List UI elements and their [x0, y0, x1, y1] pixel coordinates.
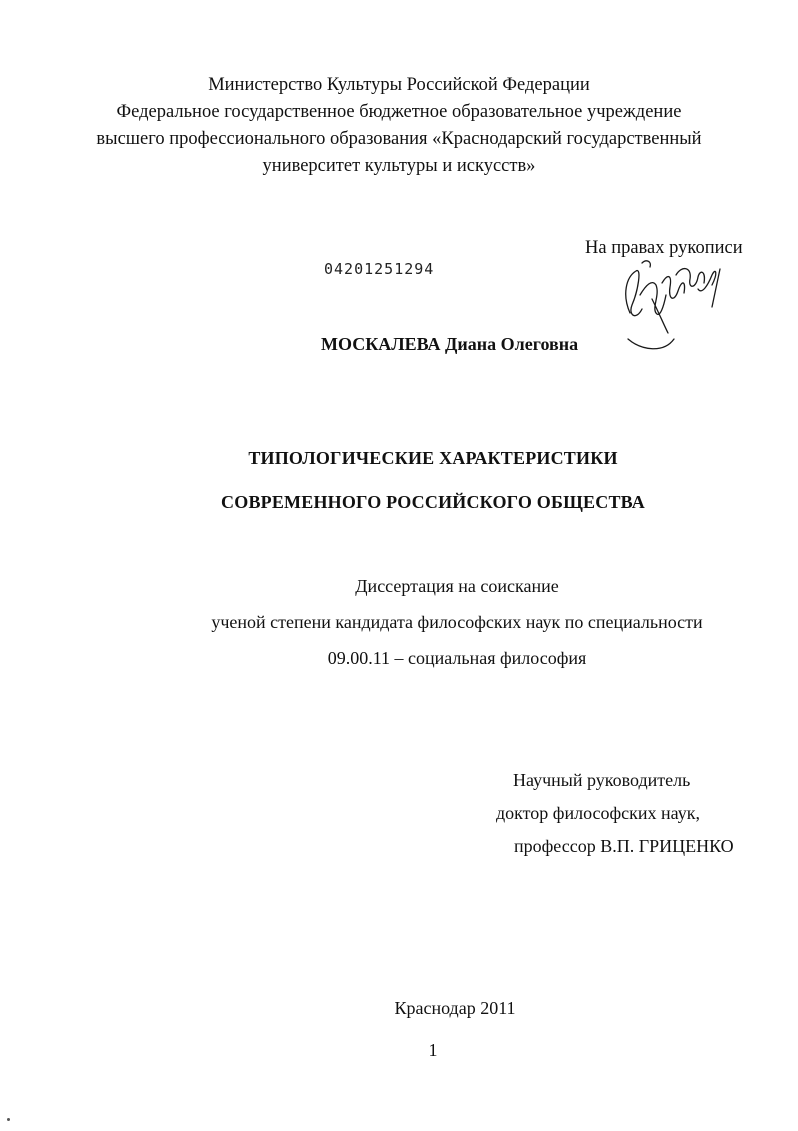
dissertation-line-2: ученой степени кандидата философских наук по специальности	[211, 612, 703, 632]
scan-speck	[7, 1118, 10, 1121]
manuscript-rights-note: На правах рукописи	[585, 238, 743, 258]
title-line-2: СОВРЕМЕННОГО РОССИЙСКОГО ОБЩЕСТВА	[221, 492, 645, 512]
page-number: 1	[428, 1040, 438, 1060]
institution-name-line-1: высшего профессионального образования «Краснодарский государственный	[96, 129, 702, 149]
institution-header	[0, 72, 798, 180]
supervisor-label: Научный руководитель	[513, 770, 691, 790]
city-year: Краснодар 2011	[394, 998, 516, 1018]
dissertation-line-3: 09.00.11 – социальная философия	[327, 648, 587, 668]
dissertation-description	[58, 568, 798, 676]
dissertation-line-1: Диссертация на соискание	[355, 576, 559, 596]
dissertation-title	[34, 436, 798, 524]
ministry-line: Министерство Культуры Российской Федерации	[208, 75, 590, 95]
registration-number: 04201251294	[324, 260, 435, 278]
supervisor-name: профессор В.П. ГРИЦЕНКО	[514, 836, 734, 856]
signature-icon	[612, 255, 732, 360]
institution-type-line: Федеральное государственное бюджетное образовательное учреждение	[116, 102, 682, 122]
supervisor-degree: доктор философских наук,	[496, 803, 700, 823]
author-name: МОСКАЛЕВА Диана Олеговна	[321, 334, 579, 354]
title-line-1: ТИПОЛОГИЧЕСКИЕ ХАРАКТЕРИСТИКИ	[248, 448, 618, 468]
institution-name-line-2: университет культуры и искусств»	[262, 156, 536, 176]
